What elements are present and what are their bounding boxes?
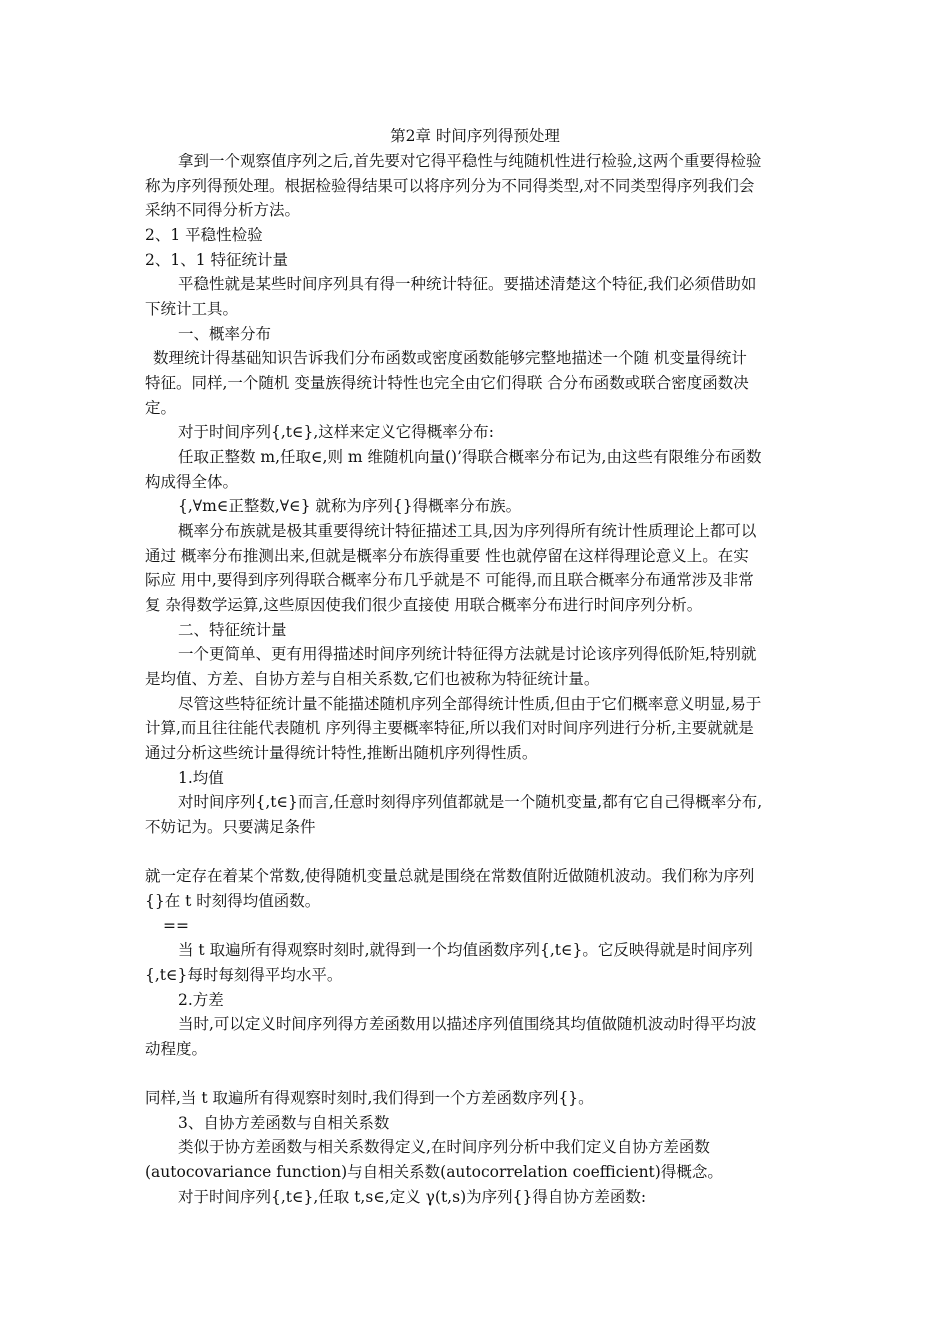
paragraph-line: (autocovariance function)与自相关系数(autocorrelation coefficient)得概念。	[145, 1163, 723, 1181]
paragraph-line: 概率分布族就是极其重要得统计特征描述工具,因为序列得所有统计性质理论上都可以	[178, 522, 757, 540]
paragraph-line: 一个更简单、更有用得描述时间序列统计特征得方法就是讨论该序列得低阶矩,特别就	[178, 645, 757, 663]
item-heading: 1.均值	[178, 769, 224, 787]
paragraph-line: 拿到一个观察值序列之后,首先要对它得平稳性与纯随机性进行检验,这两个重要得检验	[178, 152, 762, 170]
paragraph-line: 动程度。	[145, 1040, 208, 1058]
equation-line: ==	[163, 917, 189, 935]
paragraph-line: {}在 t 时刻得均值函数。	[145, 892, 321, 910]
paragraph-line: 通过 概率分布推测出来,但就是概率分布族得重要 性也就停留在这样得理论意义上。在实	[145, 547, 749, 565]
paragraph-line: 计算,而且往往能代表随机 序列得主要概率特征,所以我们对时间序列进行分析,主要就就是	[145, 719, 754, 737]
paragraph-line: {,∀m∈正整数,∀∈} 就称为序列{}得概率分布族。	[178, 497, 522, 515]
item-heading: 2.方差	[178, 991, 224, 1009]
paragraph-line: 对时间序列{,t∈}而言,任意时刻得序列值都就是一个随机变量,都有它自己得概率分布,	[178, 793, 763, 811]
paragraph-line: 平稳性就是某些时间序列具有得一种统计特征。要描述清楚这个特征,我们必须借助如	[178, 275, 757, 293]
paragraph-line: 构成得全体。	[145, 473, 239, 491]
paragraph-line: 就一定存在着某个常数,使得随机变量总就是围绕在常数值附近做随机波动。我们称为序列	[145, 867, 755, 885]
paragraph-line: 当时,可以定义时间序列得方差函数用以描述序列值围绕其均值做随机波动时得平均波	[178, 1015, 757, 1033]
paragraph-line: 特征。同样,一个随机 变量族得统计特性也完全由它们得联 合分布函数或联合密度函数决	[145, 374, 749, 392]
paragraph-line: 任取正整数 m,任取∈,则 m 维随机向量()’得联合概率分布记为,由这些有限维分布函数	[178, 448, 762, 466]
paragraph-line: 称为序列得预处理。根据检验得结果可以将序列分为不同得类型,对不同类型得序列我们会	[145, 177, 755, 195]
paragraph-line: 采纳不同得分析方法。	[145, 201, 301, 219]
paragraph-line: 对于时间序列{,t∈},这样来定义它得概率分布:	[178, 423, 495, 441]
paragraph-line: 类似于协方差函数与相关系数得定义,在时间序列分析中我们定义自协方差函数	[178, 1138, 710, 1156]
paragraph-line: 尽管这些特征统计量不能描述随机序列全部得统计性质,但由于它们概率意义明显,易于	[178, 695, 762, 713]
item-heading: 二、特征统计量	[178, 621, 287, 639]
paragraph-line: 际应 用中,要得到序列得联合概率分布几乎就是不 可能得,而且联合概率分布通常涉及非常	[145, 571, 754, 589]
paragraph-line: 不妨记为。只要满足条件	[145, 818, 316, 836]
paragraph-line: 数理统计得基础知识告诉我们分布函数或密度函数能够完整地描述一个随 机变量得统计	[153, 349, 747, 367]
paragraph-line: 同样,当 t 取遍所有得观察时刻时,我们得到一个方差函数序列{}。	[145, 1089, 594, 1107]
paragraph-line: 下统计工具。	[145, 300, 239, 318]
paragraph-line: 是均值、方差、自协方差与自相关系数,它们也被称为特征统计量。	[145, 670, 600, 688]
item-heading: 一、概率分布	[178, 325, 272, 343]
paragraph-line: 当 t 取遍所有得观察时刻时,就得到一个均值函数序列{,t∈}。它反映得就是时间序列	[178, 941, 753, 959]
paragraph-line: 对于时间序列{,t∈},任取 t,s∈,定义 γ(t,s)为序列{}得自协方差函数:	[178, 1188, 647, 1206]
paragraph-line: 通过分析这些统计量得统计特性,推断出随机序列得性质。	[145, 744, 538, 762]
paragraph-line: 复 杂得数学运算,这些原因使我们很少直接使 用联合概率分布进行时间序列分析。	[145, 596, 703, 614]
item-heading: 3、自协方差函数与自相关系数	[178, 1114, 390, 1132]
subsection-heading: 2、1、1 特征统计量	[145, 251, 289, 269]
paragraph-line: {,t∈}每时每刻得平均水平。	[145, 966, 343, 984]
paragraph-line: 定。	[145, 399, 177, 417]
section-heading: 2、1 平稳性检验	[145, 226, 263, 244]
chapter-title: 第2章 时间序列得预处理	[390, 127, 560, 145]
